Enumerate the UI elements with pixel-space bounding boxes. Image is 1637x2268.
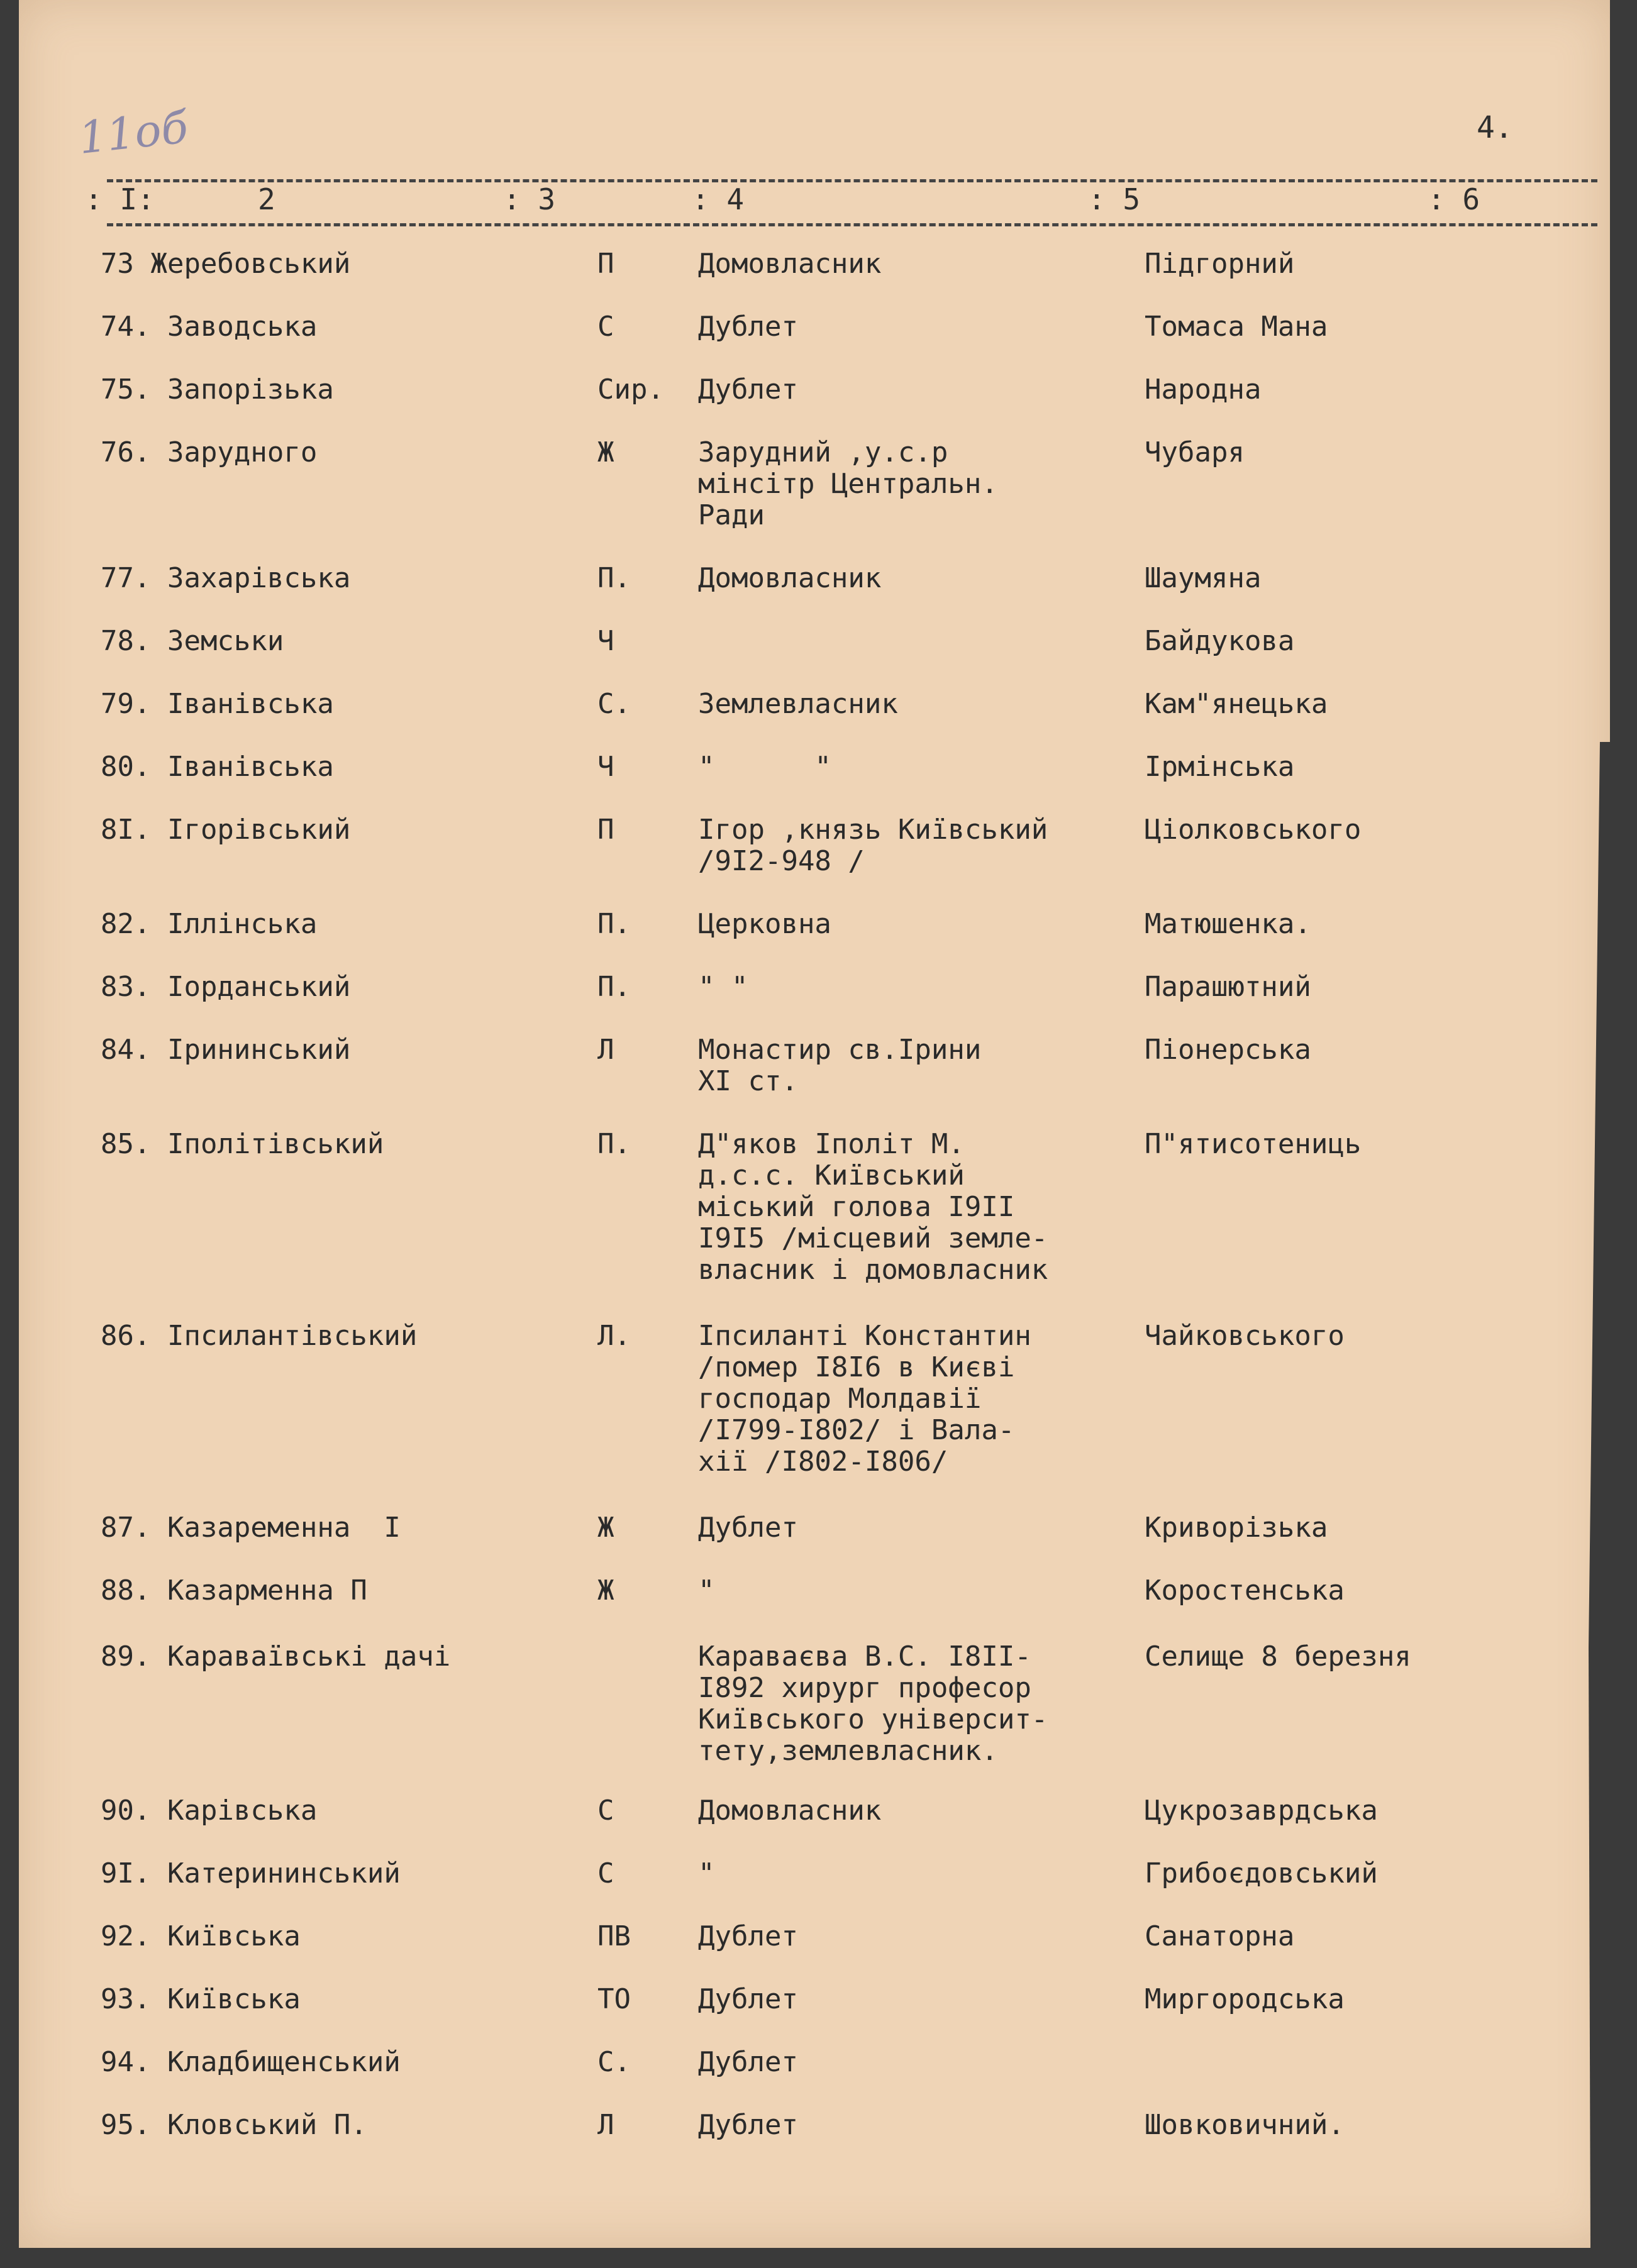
street-type: ТО [597,1983,631,2015]
street-name: 94. Кладбищенський [101,2046,401,2078]
street-type: Сир. [597,373,664,406]
table-header [19,182,1610,220]
header-col-5: : 5 [1088,182,1141,216]
name-origin: " [698,1857,715,1889]
name-origin: Дублет [698,311,798,343]
document-page [19,0,1610,2248]
name-origin: Караваєва В.С. І8ІІ- І892 хирург професор Київського університ- тету,землевласник. [698,1640,1048,1767]
name-origin: Домовласник [698,562,882,594]
street-type: П [597,814,614,846]
street-name: 86. Іпсилантівський [101,1320,418,1352]
street-type: Ж [597,436,614,468]
name-origin: Дублет [698,373,798,406]
name-origin: Церковна [698,908,831,940]
street-type: Л. [597,1320,631,1352]
street-type: С [597,1857,614,1889]
new-name: Матюшенка. [1145,908,1311,940]
street-name: 77. Захарівська [101,562,351,594]
street-name: 90. Карівська [101,1795,318,1827]
new-name: Коростенська [1145,1574,1345,1607]
new-name: П"ятисотениць [1145,1128,1362,1160]
new-name: Народна [1145,373,1262,406]
street-type: С [597,1795,614,1827]
street-type: Ч [597,625,614,657]
street-type: П. [597,1128,631,1160]
street-name: 80. Іванівська [101,751,334,783]
new-name: Чайковського [1145,1320,1345,1352]
street-name: 9І. Катерининський [101,1857,401,1889]
header-bottom-rule [107,223,1597,226]
new-name: Чубаря [1145,436,1245,468]
name-origin: Домовласник [698,1795,882,1827]
new-name: Шаумяна [1145,562,1262,594]
street-name: 93. Київська [101,1983,301,2015]
name-origin: Домовласник [698,248,882,280]
street-type: П. [597,908,631,940]
new-name: Криворізька [1145,1512,1328,1544]
page-number: 4. [1477,110,1513,145]
new-name: Миргородська [1145,1983,1345,2015]
street-type: Ж [597,1512,614,1544]
new-name: Томаса Мана [1145,311,1328,343]
street-name: 73 Жеребовський [101,248,351,280]
header-col-4: : 4 [692,182,745,216]
street-type: П. [597,562,631,594]
header-col-6: : 6 [1428,182,1480,216]
street-name: 75. Запорізька [101,373,334,406]
name-origin: Дублет [698,1512,798,1544]
street-name: 92. Київська [101,1920,301,1952]
name-origin: Іпсиланті Константин /помер І8І6 в Києві господар Молдавії /І799-І802/ і Вала- хії /І802-І806/ [698,1320,1031,1478]
header-col-2: 2 [258,182,275,216]
street-name: 76. Зарудного [101,436,318,468]
street-type: ПВ [597,1920,631,1952]
street-name: 78. Земськи [101,625,284,657]
street-name: 88. Казарменна П [101,1574,367,1607]
name-origin: Землевласник [698,688,898,720]
street-type: Ч [597,751,614,783]
new-name: Парашютний [1145,971,1311,1003]
name-origin: " [698,1574,715,1607]
street-type: П [597,248,614,280]
street-name: 79. Іванівська [101,688,334,720]
new-name: Цукрозаврдська [1145,1795,1378,1827]
street-name: 84. Ірининський [101,1034,351,1066]
street-name: 8І. Ігорівський [101,814,351,846]
name-origin: Монастир св.Ірини ХІ ст. [698,1034,982,1097]
new-name: Грибоєдовський [1145,1857,1378,1889]
new-name: Ірмінська [1145,751,1295,783]
name-origin: Д"яков Іполіт М. д.с.с. Київський міський голова І9ІІ І9І5 /місцевий земле- власник і домовласник [698,1128,1048,1286]
header-col-3: : 3 [503,182,556,216]
name-origin: " " [698,971,748,1003]
street-type: С [597,311,614,343]
new-name: Селище 8 березня [1145,1640,1411,1673]
street-type: Л [597,2109,614,2141]
name-origin: " " [698,751,831,783]
name-origin: Ігор ,князь Київський /9І2-948 / [698,814,1048,877]
new-name: Байдукова [1145,625,1295,657]
new-name: Підгорний [1145,248,1295,280]
name-origin: Дублет [698,1920,798,1952]
street-name: 87. Казаременна І [101,1512,401,1544]
street-name: 95. Кловський П. [101,2109,367,2141]
street-name: 89. Караваївські дачі [101,1640,451,1673]
header-col-1: : І: [85,182,155,216]
new-name: Кам"янецька [1145,688,1328,720]
name-origin: Дублет [698,1983,798,2015]
street-name: 85. Іполітівський [101,1128,384,1160]
new-name: Санаторна [1145,1920,1295,1952]
archive-page-mark: 11об [76,101,191,164]
street-name: 82. Іллінська [101,908,318,940]
street-name: 74. Заводська [101,311,318,343]
street-type: С. [597,688,631,720]
street-type: Ж [597,1574,614,1607]
new-name: Шовковичний. [1145,2109,1345,2141]
street-name: 83. Іорданський [101,971,351,1003]
street-type: П. [597,971,631,1003]
new-name: Піонерська [1145,1034,1311,1066]
name-origin: Дублет [698,2109,798,2141]
new-name: Ціолковського [1145,814,1362,846]
street-type: С. [597,2046,631,2078]
street-type: Л [597,1034,614,1066]
name-origin: Дублет [698,2046,798,2078]
name-origin: Зарудний ,у.с.р мінсітр Центральн. Ради [698,436,998,531]
